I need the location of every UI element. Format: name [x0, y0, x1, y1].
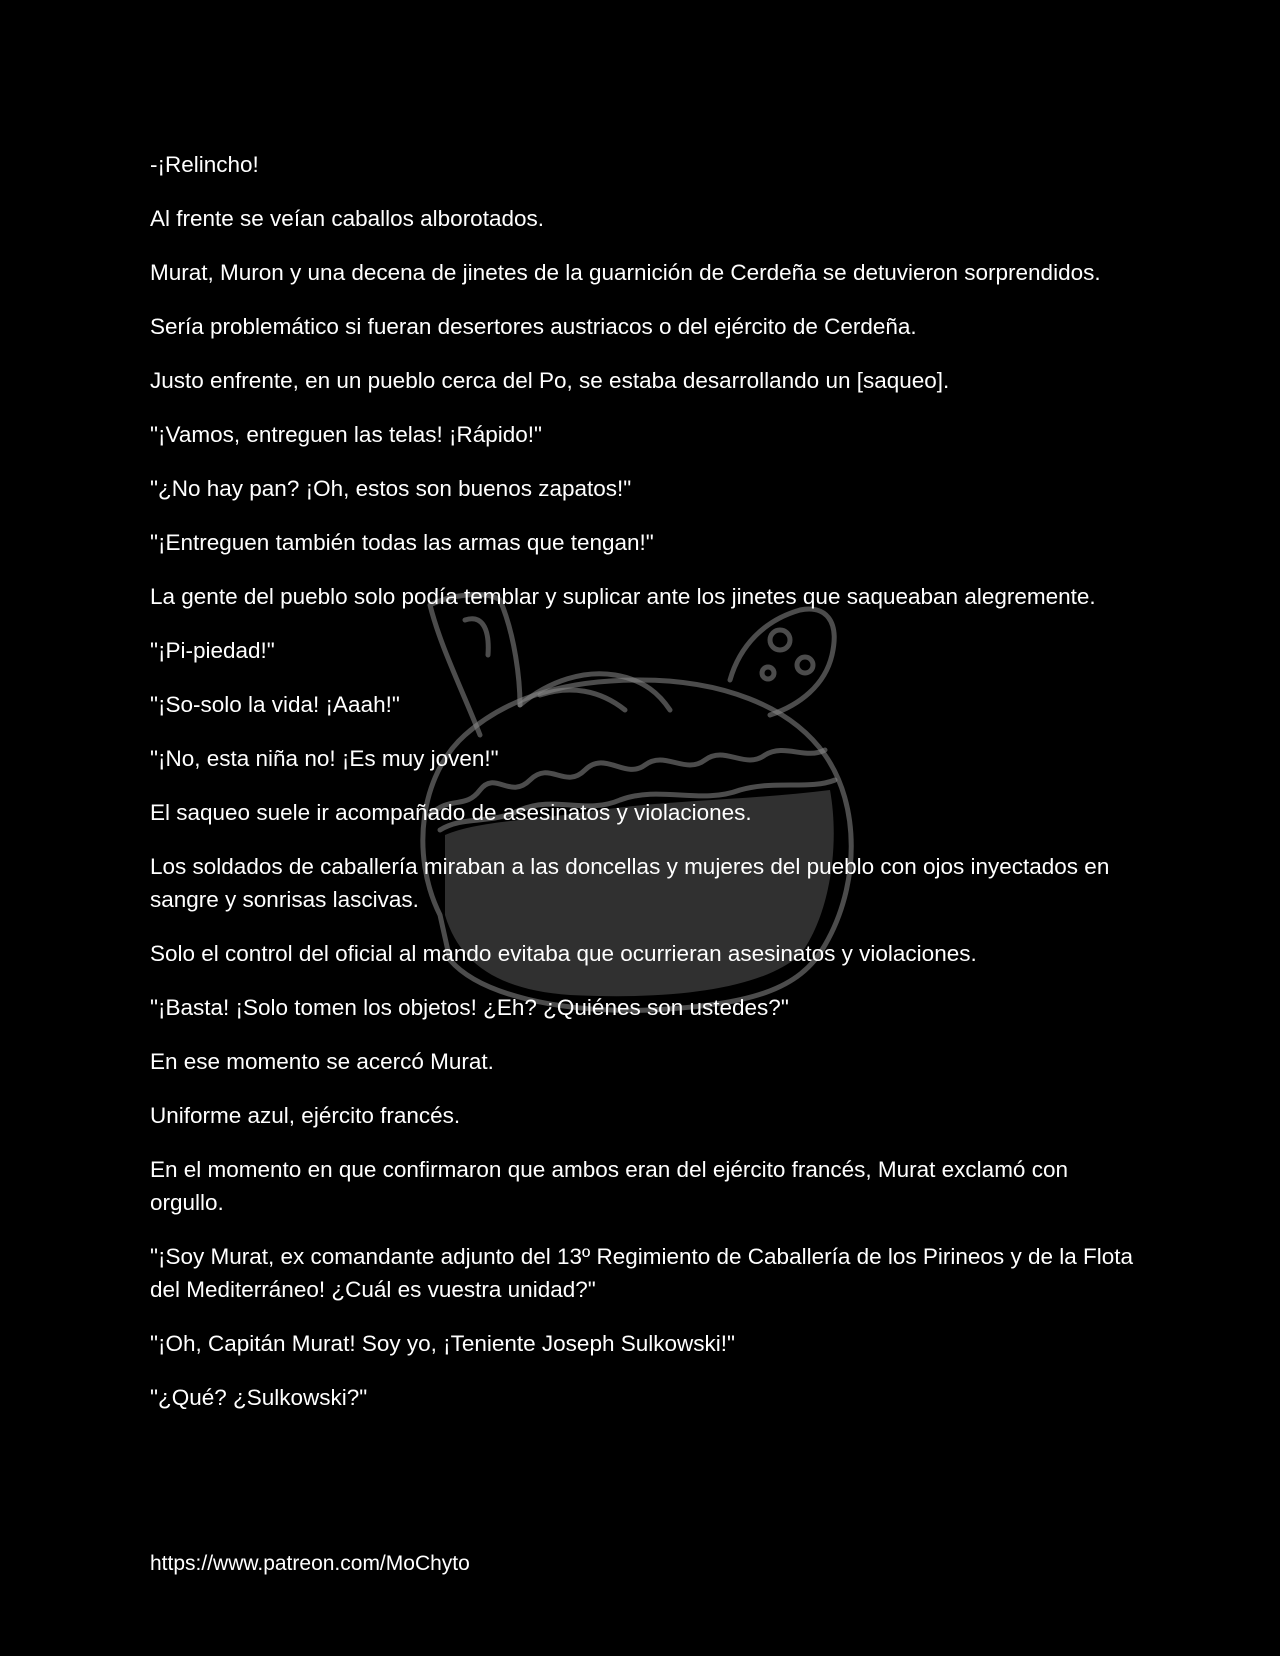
paragraph: Los soldados de caballería miraban a las doncellas y mujeres del pueblo con ojos inyectados en sangre y sonrisas lascivas.: [150, 854, 1110, 912]
paragraph: En el momento en que confirmaron que ambos eran del ejército francés, Murat exclamó con orgullo.: [150, 1157, 1068, 1215]
paragraph: "¡Entreguen también todas las armas que tengan!": [150, 530, 654, 555]
paragraph: Justo enfrente, en un pueblo cerca del Po, se estaba desarrollando un [saqueo].: [150, 368, 950, 393]
paragraph: La gente del pueblo solo podía temblar y suplicar ante los jinetes que saqueaban alegremente.: [150, 584, 1096, 609]
paragraph: "¡Vamos, entreguen las telas! ¡Rápido!": [150, 422, 543, 447]
paragraph: Solo el control del oficial al mando evitaba que ocurrieran asesinatos y violaciones.: [150, 941, 977, 966]
story-text: [150, 148, 1140, 1435]
paragraph: "¿Qué? ¿Sulkowski?": [150, 1385, 368, 1410]
paragraph: -¡Relincho!: [150, 152, 259, 177]
paragraph: Sería problemático si fueran desertores austriacos o del ejército de Cerdeña.: [150, 314, 917, 339]
paragraph: Murat, Muron y una decena de jinetes de la guarnición de Cerdeña se detuvieron sorprendidos.: [150, 260, 1101, 285]
paragraph: "¡So-solo la vida! ¡Aaah!": [150, 692, 400, 717]
paragraph: Al frente se veían caballos alborotados.: [150, 206, 544, 231]
paragraph: El saqueo suele ir acompañado de asesinatos y violaciones.: [150, 800, 752, 825]
paragraph: "¡Pi-piedad!": [150, 638, 275, 663]
paragraph: Uniforme azul, ejército francés.: [150, 1103, 461, 1128]
patreon-link[interactable]: https://www.patreon.com/MoChyto: [150, 1552, 470, 1575]
paragraph: "¡Basta! ¡Solo tomen los objetos! ¿Eh? ¿Quiénes son ustedes?": [150, 995, 789, 1020]
paragraph: En ese momento se acercó Murat.: [150, 1049, 494, 1074]
paragraph: "¿No hay pan? ¡Oh, estos son buenos zapatos!": [150, 476, 632, 501]
paragraph: "¡Soy Murat, ex comandante adjunto del 13º Regimiento de Caballería de los Pirineos y de la Flota del Mediterráneo! ¿Cuál es vuestra unidad?": [150, 1244, 1134, 1302]
paragraph: "¡Oh, Capitán Murat! Soy yo, ¡Teniente Joseph Sulkowski!": [150, 1331, 735, 1356]
paragraph: "¡No, esta niña no! ¡Es muy joven!": [150, 746, 499, 771]
